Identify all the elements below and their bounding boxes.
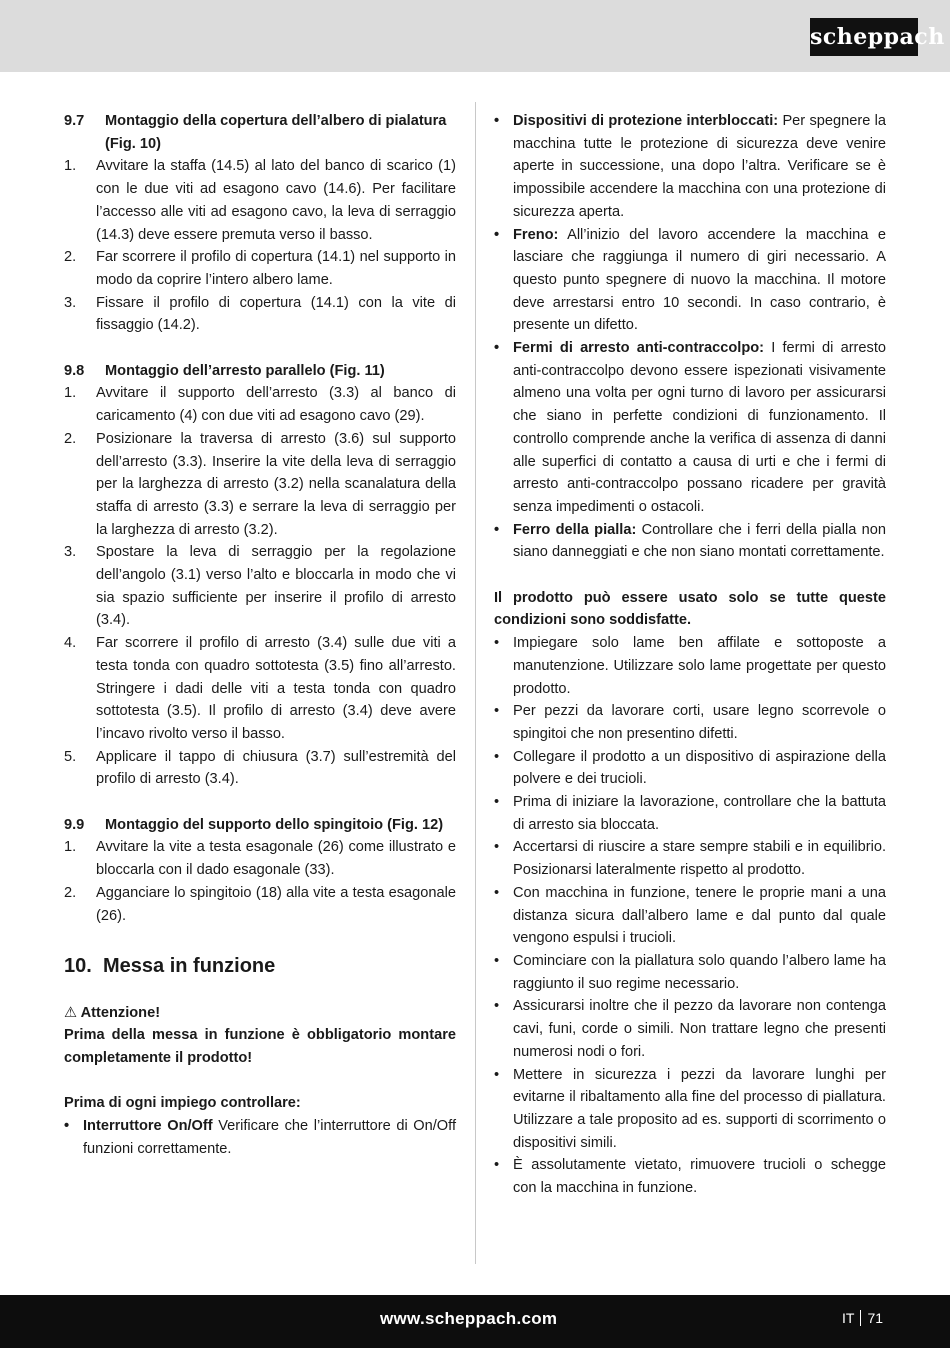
item-text: Spostare la leva di serraggio per la regolazione dell’angolo (3.1) verso l’alto e bloccarla in modo che vi sia spazio sufficiente per inserire il profilo di arresto (3.4). bbox=[96, 544, 456, 629]
list-item bbox=[64, 836, 456, 881]
safety-bullet bbox=[494, 791, 886, 836]
check-heading: Prima di ogni impiego controllare: bbox=[64, 1095, 301, 1112]
item-number: 4. bbox=[64, 635, 77, 652]
check-item-title: Dispositivi di protezione interbloccati: bbox=[513, 113, 779, 129]
item-text: Agganciare lo spingitoio (18) alla vite a testa esagonale (26). bbox=[96, 884, 456, 924]
chapter-title: Messa in funzione bbox=[103, 954, 276, 977]
check-item-text: All’inizio del lavoro accendere la macchina e lasciare che raggiunga il numero di giri necessario. A questo punto spegnere di nuovo la macchina. Il motore deve arrestarsi entro 10 secondi. In caso contrario, è presente un difetto. bbox=[513, 226, 886, 334]
page-separator bbox=[860, 1310, 861, 1326]
item-number: 2. bbox=[64, 249, 77, 266]
section-title: Montaggio della copertura dell’albero di pialatura (Fig. 10) bbox=[105, 113, 447, 152]
item-number: 3. bbox=[64, 544, 77, 561]
list-item bbox=[64, 428, 456, 542]
section-heading-9-8 bbox=[64, 360, 456, 383]
warning-icon: ⚠ bbox=[64, 1003, 78, 1021]
check-item bbox=[64, 1115, 456, 1160]
item-number: 3. bbox=[64, 294, 77, 311]
chapter-heading-10 bbox=[64, 953, 456, 979]
section-title: Montaggio dell’arresto parallelo (Fig. 11) bbox=[105, 362, 385, 379]
bullet-icon: • bbox=[494, 226, 500, 243]
list-item bbox=[64, 292, 456, 337]
list-item bbox=[64, 746, 456, 791]
check-item bbox=[494, 337, 886, 519]
warning-label: Attenzione! bbox=[80, 1004, 161, 1021]
right-column bbox=[494, 110, 886, 1200]
check-item-text: Controllare che i ferri della pialla non siano danneggiati e che non siano montati correttamente. bbox=[513, 521, 886, 561]
bullet-icon: • bbox=[494, 1157, 500, 1174]
column-divider bbox=[475, 102, 476, 1264]
bullet-text: Impiegare solo lame ben affilate e sottoposte a manutenzione. Utilizzare solo lame progettate per questo prodotto. bbox=[513, 635, 886, 697]
check-item-title: Ferro della pialla: bbox=[513, 521, 637, 538]
bullet-icon: • bbox=[494, 521, 500, 538]
check-item-text: Verificare che l’interruttore di On/Off funzioni correttamente. bbox=[83, 1118, 456, 1157]
list-item bbox=[64, 632, 456, 746]
left-column bbox=[64, 110, 456, 1161]
check-item-title: Interruttore On/Off bbox=[83, 1118, 213, 1135]
page-indicator bbox=[842, 1310, 883, 1326]
bullet-icon: • bbox=[494, 998, 500, 1015]
brand-logo: scheppach bbox=[810, 18, 918, 56]
list-item bbox=[64, 541, 456, 632]
website-link[interactable]: www.scheppach.com bbox=[380, 1309, 558, 1328]
bullet-icon: • bbox=[64, 1118, 70, 1135]
warning-label-row bbox=[64, 1002, 456, 1025]
usage-notice: Il prodotto può essere usato solo se tutte queste condizioni sono soddisfatte. bbox=[494, 589, 886, 629]
warning-text: Prima della messa in funzione è obbligatorio montare completamente il prodotto! bbox=[64, 1027, 456, 1067]
bullet-icon: • bbox=[494, 340, 500, 357]
bullet-icon: • bbox=[494, 884, 500, 901]
bullet-text: Con macchina in funzione, tenere le proprie mani a una distanza sicura dall’albero lame e dal punto dal quale vengono espulsi i trucioli. bbox=[513, 884, 886, 947]
safety-bullet bbox=[494, 882, 886, 950]
safety-bullet bbox=[494, 995, 886, 1063]
item-number: 2. bbox=[64, 430, 77, 447]
section-number: 9.9 bbox=[64, 816, 85, 833]
section-title: Montaggio del supporto dello spingitoio (Fig. 12) bbox=[105, 816, 444, 833]
check-item bbox=[494, 110, 886, 224]
bullet-icon: • bbox=[494, 794, 500, 811]
item-text: Avvitare il supporto dell’arresto (3.3) al banco di caricamento (4) con due viti ad esagono cavo (29). bbox=[96, 385, 456, 425]
check-item-text: Per spegnere la macchina tutte le protezione di sicurezza deve venire aperte in successione, una dopo l’altra. Verificare se è impossibile accendere la macchina con una protezione di sicurezza aperta. bbox=[513, 113, 886, 220]
section-number: 9.7 bbox=[64, 113, 85, 129]
item-number: 1. bbox=[64, 158, 77, 175]
section-heading-9-9 bbox=[64, 814, 456, 837]
list-item bbox=[64, 246, 456, 291]
safety-bullet bbox=[494, 746, 886, 791]
bullet-icon: • bbox=[494, 113, 500, 129]
check-item bbox=[494, 519, 886, 564]
item-number: 1. bbox=[64, 839, 77, 856]
safety-bullet bbox=[494, 700, 886, 745]
check-item-text: I fermi di arresto anti-contraccolpo devono essere ispezionati visivamente almeno una volta per ogni turno di lavoro per assicurarsi che siano in perfette condizioni di funzionamento. Il controllo comprende anche la verifica di assenza di danni alle superfici di contatto a causa di urti e che i fermi di arresto anti-contraccolpo possano ricadere per gravità senza impedimenti o ostacoli. bbox=[513, 340, 887, 515]
bullet-text: Collegare il prodotto a un dispositivo di aspirazione della polvere e dei trucioli. bbox=[513, 748, 886, 788]
list-item bbox=[64, 382, 456, 427]
bullet-icon: • bbox=[494, 748, 500, 765]
bullet-text: Assicurarsi inoltre che il pezzo da lavorare non contenga cavi, funi, corde o simili. Non trattare legno che presenti numerosi nodi o fori. bbox=[513, 998, 886, 1060]
check-item-title: Fermi di arresto anti-contraccolpo: bbox=[513, 340, 765, 357]
bullet-text: È assolutamente vietato, rimuovere trucioli o schegge con la macchina in funzione. bbox=[513, 1157, 886, 1197]
safety-bullet bbox=[494, 836, 886, 881]
item-number: 5. bbox=[64, 748, 77, 765]
bullet-icon: • bbox=[494, 703, 500, 720]
list-item bbox=[64, 155, 456, 246]
page-footer bbox=[0, 1295, 950, 1348]
page-header bbox=[0, 0, 950, 72]
bullet-icon: • bbox=[494, 839, 500, 856]
bullet-text: Cominciare con la piallatura solo quando l’albero lame ha raggiunto il suo regime necessario. bbox=[513, 953, 886, 992]
section-number: 9.8 bbox=[64, 362, 85, 379]
bullet-text: Prima di iniziare la lavorazione, controllare che la battuta di arresto sia bloccata. bbox=[513, 794, 886, 833]
bullet-text: Per pezzi da lavorare corti, usare legno scorrevole o spingitoi che non presentino difetti. bbox=[513, 703, 886, 742]
bullet-icon: • bbox=[494, 635, 500, 652]
item-text: Posizionare la traversa di arresto (3.6) sul supporto dell’arresto (3.3). Inserire la vite della leva di serraggio per la larghezza di arresto (3.2) nella scanalatura della staffa di arresto (3.3) e serrare la leva di serraggio per la larghezza di arresto (3.2). bbox=[96, 430, 456, 538]
language-code: IT bbox=[842, 1310, 855, 1326]
item-text: Avvitare la staffa (14.5) al lato del banco di scarico (1) con le due viti ad esagono cavo (14.6). Per facilitare l’accesso alle viti ad esagono cavo, la leva di serraggio (14.3) deve essere premuta verso il basso. bbox=[96, 158, 456, 243]
item-text: Far scorrere il profilo di arresto (3.4) sulle due viti a testa tonda con quadro sottotesta (3.5) fino all’arresto. Stringere i dadi delle viti a testa tonda con quadro sottotesta (3.5). Il profilo di arresto (3.4) deve avere l’incavo rivolto verso il basso. bbox=[96, 635, 456, 742]
check-item-title: Freno: bbox=[513, 226, 559, 243]
safety-bullet bbox=[494, 1154, 886, 1199]
item-number: 2. bbox=[64, 884, 77, 901]
item-text: Fissare il profilo di copertura (14.1) con la vite di fissaggio (14.2). bbox=[96, 294, 456, 334]
item-text: Far scorrere il profilo di copertura (14.1) nel supporto in modo da coprire l’intero albero lame. bbox=[96, 249, 456, 288]
section-heading-9-7 bbox=[64, 110, 456, 155]
safety-bullet bbox=[494, 1064, 886, 1155]
page-number: 71 bbox=[867, 1310, 884, 1326]
check-item bbox=[494, 224, 886, 338]
item-number: 1. bbox=[64, 385, 77, 402]
bullet-icon: • bbox=[494, 1066, 500, 1083]
item-text: Applicare il tappo di chiusura (3.7) sull’estremità del profilo di arresto (3.4). bbox=[96, 748, 456, 788]
safety-bullet bbox=[494, 632, 886, 700]
bullet-text: Mettere in sicurezza i pezzi da lavorare lunghi per evitarne il ribaltamento alla fine del processo di piallatura. Utilizzare a tale proposito ad es. supporti di scorrimento o dispositivi simili. bbox=[513, 1066, 886, 1151]
safety-bullet bbox=[494, 950, 886, 995]
chapter-number: 10. bbox=[64, 954, 92, 977]
list-item bbox=[64, 882, 456, 927]
item-text: Avvitare la vite a testa esagonale (26) come illustrato e bloccarla con il dado esagonale (33). bbox=[96, 839, 456, 879]
bullet-icon: • bbox=[494, 953, 500, 969]
bullet-text: Accertarsi di riuscire a stare sempre stabili e in equilibrio. Posizionarsi lateralmente rispetto al prodotto. bbox=[513, 839, 886, 879]
